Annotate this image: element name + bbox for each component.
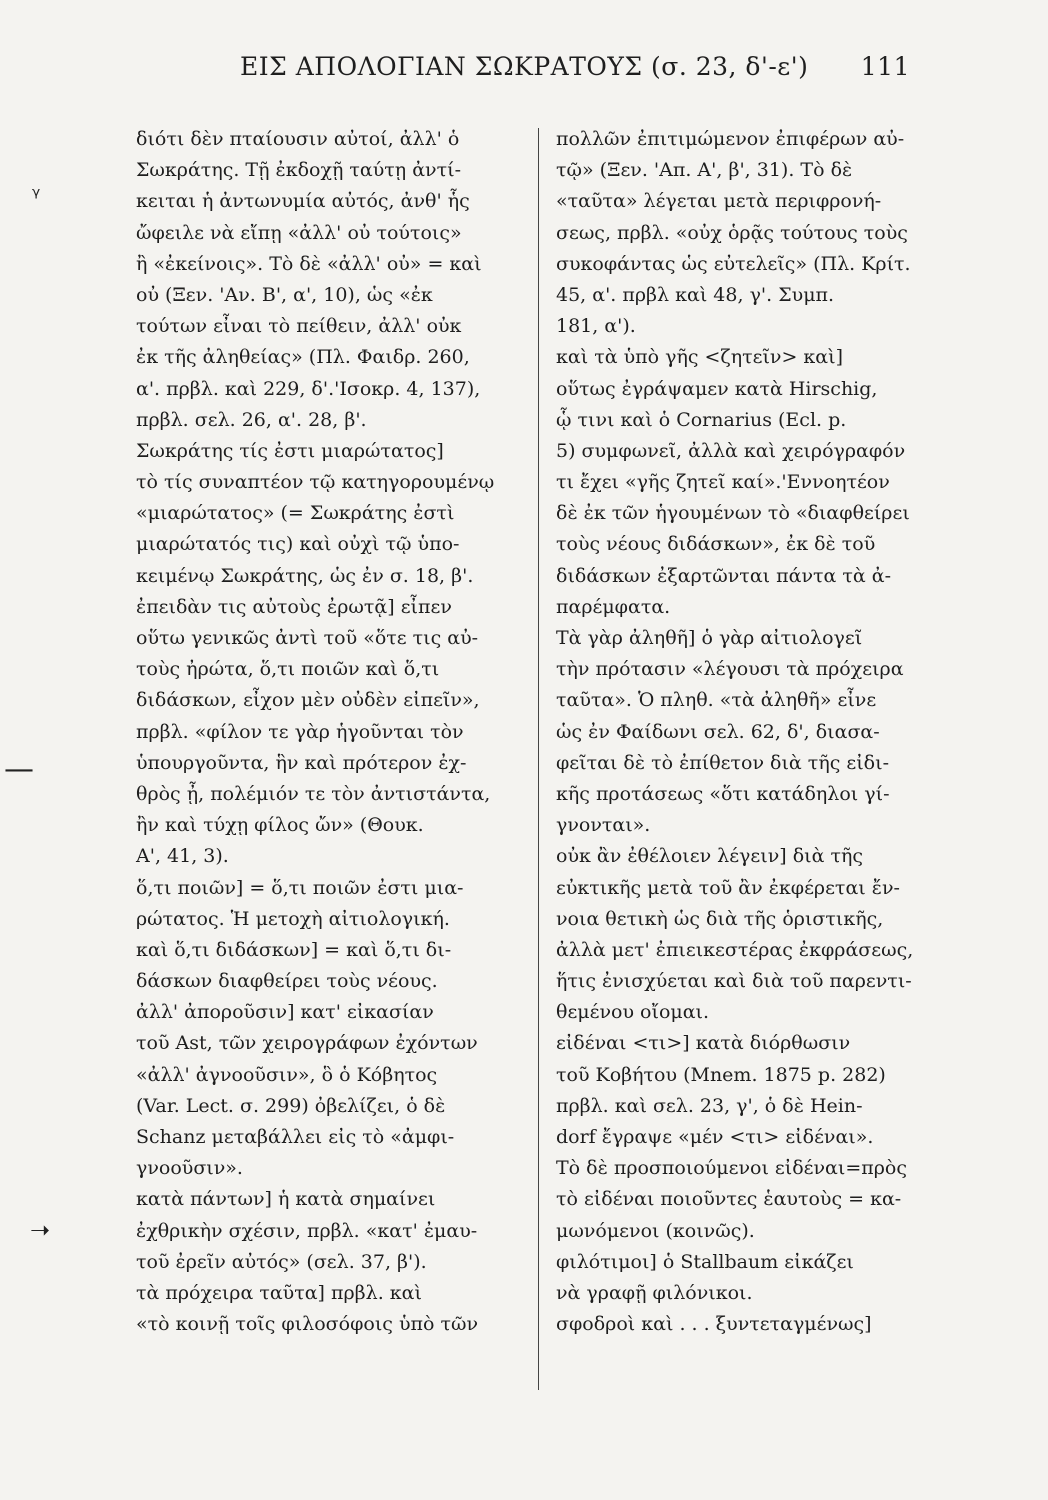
text-line: (Var. Lect. σ. 299) ὀβελίζει, ὁ δὲ <box>136 1094 446 1117</box>
text-line: τὸ τίς συναπτέον τῷ κατηγορουμένῳ <box>136 471 495 494</box>
text-line: ἐχθρικὴν σχέσιν, πρβλ. «κατ' ἐμαυ- <box>136 1219 478 1242</box>
text-line: εὐκτικῆς μετὰ τοῦ ἂν ἐκφέρεται ἔν- <box>556 876 900 899</box>
text-line: ἀλλ' ἀποροῦσιν] κατ' εἰκασίαν <box>136 1001 434 1024</box>
text-line: νοια θετικὴ ὡς διὰ τῆς ὁριστικῆς, <box>556 907 884 930</box>
text-line: διδάσκων, εἶχον μὲν οὐδὲν εἰπεῖν», <box>136 689 480 712</box>
text-line: 181, α'). <box>556 315 636 338</box>
text-line: «μιαρώτατος» (= Σωκράτης ἐστὶ <box>136 502 455 525</box>
text-line: ἐπειδὰν τις αὐτοὺς ἐρωτᾷ] εἶπεν <box>136 595 452 618</box>
text-line: φεῖται δὲ τὸ ἐπίθετον διὰ τῆς εἰδι- <box>556 751 889 774</box>
text-line: μωνόμενοι (κοινῶς). <box>556 1219 755 1242</box>
text-line: γνοοῦσιν». <box>136 1157 243 1180</box>
text-line: ὡς ἐν Φαίδωνι σελ. 62, δ', διασα- <box>556 720 880 743</box>
right-column <box>556 124 941 1340</box>
text-line: τῷ» (Ξεν. 'Απ. Α', β', 31). Τὸ δὲ <box>556 159 853 182</box>
text-line: κῆς προτάσεως «ὅτι κατάδηλοι γί- <box>556 782 890 805</box>
text-line: Σωκράτης τίς ἐστι μιαρώτατος] <box>136 439 444 462</box>
text-line: Τὸ δὲ προσποιούμενοι εἰδέναι=πρὸς <box>556 1157 907 1180</box>
text-line: κειται ἡ ἀντωνυμία αὐτός, ἀνθ' ἧς <box>136 190 470 213</box>
text-line: τι ἔχει «γῆς ζητεῖ καί».'Εννοητέον <box>556 471 890 494</box>
text-line: εἰδέναι <τι>] κατὰ διόρθωσιν <box>556 1032 851 1055</box>
text-line: κειμένῳ Σωκράτης, ὡς ἐν σ. 18, β'. <box>136 564 474 587</box>
text-line: ὤφειλε νὰ εἴπῃ «ἀλλ' οὐ τούτοις» <box>136 221 462 244</box>
text-line: ταῦτα». Ὁ πληθ. «τὰ ἀληθῆ» εἶνε <box>556 689 877 712</box>
text-line: πρβλ. καὶ σελ. 23, γ', ὁ δὲ Hein- <box>556 1094 863 1117</box>
text-line: οὕτω γενικῶς ἀντὶ τοῦ «ὅτε τις αὐ- <box>136 627 479 649</box>
text-line: ὑπουργοῦντα, ἣν καὶ πρότερον ἐχ- <box>136 751 467 774</box>
text-line: δὲ ἐκ τῶν ἡγουμένων τὸ «διαφθείρει <box>556 502 910 525</box>
text-line: διδάσκων ἐξαρτῶνται πάντα τὰ ἀ- <box>556 564 892 587</box>
text-line: παρέμφατα. <box>556 595 671 618</box>
text-line: «ταῦτα» λέγεται μετὰ περιφρονή- <box>556 190 882 213</box>
page-number: 111 <box>860 52 910 81</box>
text-line: «ἀλλ' ἀγνοοῦσιν», ὃ ὁ Κόβητος <box>136 1063 438 1086</box>
margin-mark-lower: ➝ <box>30 1216 51 1244</box>
text-line: τούτων εἶναι τὸ πείθειν, ἀλλ' οὐκ <box>136 315 462 338</box>
text-line: Σωκράτης. Τῇ ἐκδοχῇ ταύτῃ ἀντί- <box>136 159 461 182</box>
text-line: φιλότιμοι] ὁ Stallbaum εἰκάζει <box>556 1250 854 1273</box>
text-line: πολλῶν ἐπιτιμώμενον ἐπιφέρων αὐ- <box>556 128 905 150</box>
text-line: ἐκ τῆς ἀληθείας» (Πλ. Φαιδρ. 260, <box>136 346 470 369</box>
text-line: Τὰ γὰρ ἀληθῆ] ὁ γὰρ αἰτιολογεῖ <box>556 627 863 649</box>
text-line: σεως, πρβλ. «οὐχ ὁρᾷς τούτους τοὺς <box>556 221 908 244</box>
text-line: καὶ ὅ,τι διδάσκων] = καὶ ὅ,τι δι- <box>136 938 452 961</box>
text-line: 45, α'. πρβλ καὶ 48, γ'. Συμπ. <box>556 283 835 306</box>
text-line: διότι δὲν πταίουσιν αὐτοί, ἀλλ' ὁ <box>136 128 460 150</box>
text-line: οὐ (Ξεν. 'Αν. Β', α', 10), ὡς «ἐκ <box>136 283 433 306</box>
text-line: «τὸ κοινῇ τοῖς φιλοσόφοις ὑπὸ τῶν <box>136 1313 479 1336</box>
text-line: δάσκων διαφθείρει τοὺς νέους. <box>136 970 438 993</box>
text-line: ρώτατος. Ἡ μετοχὴ αἰτιολογική. <box>136 907 450 930</box>
text-line: 5) συμφωνεῖ, ἀλλὰ καὶ χειρόγραφόν <box>556 439 906 462</box>
text-line: ᾧ τινι καὶ ὁ Cornarius (Ecl. p. <box>556 408 847 431</box>
text-line: μιαρώτατός τις) καὶ οὐχὶ τῷ ὑπο- <box>136 533 460 556</box>
text-line: α'. πρβλ. καὶ 229, δ'.'Ισοκρ. 4, 137), <box>136 377 481 400</box>
text-line: ὅ,τι ποιῶν] = ὅ,τι ποιῶν ἐστι μια- <box>136 876 464 899</box>
text-line: σφοδροὶ καὶ . . . ξυντεταγμένως] <box>556 1313 872 1336</box>
text-line: τοῦ ἐρεῖν αὐτός» (σελ. 37, β'). <box>136 1250 427 1273</box>
text-line: θρὸς ᾖ, πολέμιόν τε τὸν ἀντιστάντα, <box>136 782 491 805</box>
text-line: Schanz μεταβάλλει εἰς τὸ «ἀμφι- <box>136 1126 455 1148</box>
text-line: τὸ εἰδέναι ποιοῦντες ἑαυτοὺς = κα- <box>556 1188 902 1211</box>
text-line: πρβλ. «φίλον τε γὰρ ἡγοῦνται τὸν <box>136 720 464 743</box>
text-line: οὐκ ἂν ἐθέλοιεν λέγειν] διὰ τῆς <box>556 845 863 868</box>
text-line: οὕτως ἐγράψαμεν κατὰ Hirschig, <box>556 377 878 400</box>
text-line: νὰ γραφῇ φιλόνικοι. <box>556 1281 753 1304</box>
text-line: τοῦ Ast, τῶν χειρογράφων ἐχόντων <box>136 1032 478 1055</box>
text-line: τοὺς νέους διδάσκων», ἐκ δὲ τοῦ <box>556 533 876 556</box>
text-line: καὶ τὰ ὑπὸ γῆς <ζητεῖν> καὶ] <box>556 346 843 369</box>
text-line: τὴν πρότασιν «λέγουσι τὰ πρόχειρα <box>556 658 904 681</box>
margin-mark-middle: — <box>4 752 34 787</box>
text-line: ἀλλὰ μετ' ἐπιεικεστέρας ἐκφράσεως, <box>556 938 914 961</box>
text-line: ἢν καὶ τύχῃ φίλος ὤν» (Θουκ. <box>136 814 424 837</box>
left-column <box>136 124 521 1340</box>
text-line: τοὺς ἠρώτα, ὅ,τι ποιῶν καὶ ὅ,τι <box>136 658 440 681</box>
running-header <box>240 52 910 92</box>
text-line: θεμένου οἴομαι. <box>556 1001 710 1024</box>
header-title: ΕΙΣ ΑΠΟΛΟΓΙΑΝ ΣΩΚΡΑΤΟΥΣ (σ. 23, δ'-ε') <box>240 52 809 81</box>
text-line: dorf ἔγραψε «μέν <τι> εἰδέναι». <box>556 1126 874 1148</box>
text-line: τοῦ Κοβήτου (Mnem. 1875 p. 282) <box>556 1063 886 1086</box>
text-line: ἢ «ἐκείνοις». Τὸ δὲ «ἀλλ' οὐ» = καὶ <box>136 252 482 275</box>
text-line: συκοφάντας ὡς εὐτελεῖς» (Πλ. Κρίτ. <box>556 252 911 275</box>
text-line: πρβλ. σελ. 26, α'. 28, β'. <box>136 408 367 431</box>
text-line: γνονται». <box>556 814 651 837</box>
column-divider <box>538 128 539 1390</box>
margin-mark-top: ᵞ <box>32 184 41 209</box>
text-line: κατὰ πάντων] ἡ κατὰ σημαίνει <box>136 1188 436 1211</box>
text-line: ἥτις ἐνισχύεται καὶ διὰ τοῦ παρεντι- <box>556 970 912 993</box>
text-line: Α', 41, 3). <box>136 845 229 868</box>
text-line: τὰ πρόχειρα ταῦτα] πρβλ. καὶ <box>136 1281 422 1304</box>
